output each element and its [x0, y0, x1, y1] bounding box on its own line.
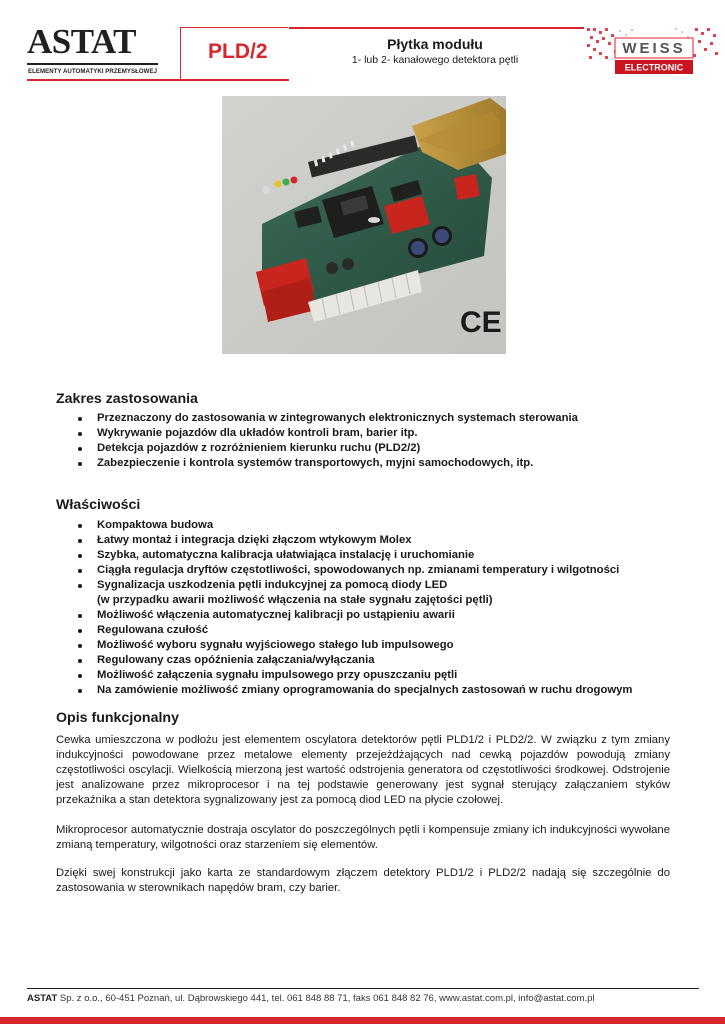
footer-divider: [27, 988, 699, 989]
footer-red-bar: [0, 1017, 725, 1024]
wlasciwosci-list: [75, 518, 632, 698]
product-title: Płytka modułu: [387, 36, 483, 52]
ce-mark: CE: [460, 306, 502, 339]
list-item: Sygnalizacja uszkodzenia pętli indukcyjnej za pomocą diody LED: [75, 578, 632, 593]
header-top-rule: [289, 27, 584, 29]
zakres-list: [75, 411, 578, 471]
list-item: Regulowany czas opóźnienia załączania/wyłączania: [75, 653, 632, 668]
list-item-continuation: (w przypadku awarii możliwość włączenia na stałe sygnału zajętości pętli): [97, 594, 493, 606]
brand-tagline: ELEMENTY AUTOMATYKI PRZEMYSŁOWEJ: [28, 68, 158, 75]
list-item: Ciągła regulacja dryftów częstotliwości, spowodowanych np. zmianami temperatury i wilgotności: [75, 563, 632, 578]
opis-paragraph: Dzięki swej konstrukcji jako karta ze standardowym złączem detektory PLD1/2 i PLD2/2 nadają się szczególnie do zastosowania w sterownikach napędów bram, czy barier.: [56, 867, 670, 894]
footer-details: Sp. z o.o., 60-451 Poznań, ul. Dąbrowskiego 441, tel. 061 848 88 71, faks 061 848 82 76, www.astat.com.pl, info@astat.com.pl: [59, 993, 595, 1004]
opis-paragraph: Mikroprocesor automatycznie dostraja oscylator do poszczególnych pętli i kompensuje zmiany ich indukcyjności wywołane zmianą temperatury, wilgotności oraz starzeniem się elementów.: [56, 824, 670, 851]
footer-company: ASTAT: [27, 993, 58, 1004]
model-title: PLD/2: [208, 40, 268, 63]
partner-brand-text: WEISS: [622, 40, 686, 57]
logo-divider: [27, 63, 158, 65]
section-title-opis: Opis funkcjonalny: [56, 710, 179, 726]
product-photo: [222, 96, 506, 354]
list-item: Przeznaczony do zastosowania w zintegrowanych elektronicznych systemach sterowania: [75, 411, 578, 426]
partner-logo: [585, 26, 720, 78]
list-item: Łatwy montaż i integracja dzięki złączom wtykowym Molex: [75, 533, 632, 548]
header-red-rule: [27, 79, 289, 81]
list-item: Szybka, automatyczna kalibracja ułatwiająca instalację i uruchomianie: [75, 548, 632, 563]
list-item: Regulowana czułość: [75, 623, 632, 638]
list-item: Możliwość włączenia automatycznej kalibracji po ustąpieniu awarii: [75, 608, 632, 623]
list-item: Detekcja pojazdów z rozróżnieniem kierunku ruchu (PLD2/2): [75, 441, 578, 456]
list-item: Możliwość wyboru sygnału wyjściowego stałego lub impulsowego: [75, 638, 632, 653]
brand-logo: ASTAT: [27, 22, 137, 61]
product-subtitle: 1- lub 2- kanałowego detektora pętli: [351, 54, 519, 66]
list-item: Wykrywanie pojazdów dla układów kontroli bram, barier itp.: [75, 426, 578, 441]
list-item: Zabezpieczenie i kontrola systemów transportowych, myjni samochodowych, itp.: [75, 456, 578, 471]
footer-contact: [27, 993, 699, 1004]
list-item: Na zamówienie możliwość zmiany oprogramowania do specjalnych zastosowań w ruchu drogowym: [75, 683, 632, 698]
list-item: Możliwość załączenia sygnału impulsowego przy opuszczaniu pętli: [75, 668, 632, 683]
section-title-wlasciwosci: Właściwości: [56, 497, 141, 513]
section-title-zakres: Zakres zastosowania: [56, 391, 198, 407]
list-item: Kompaktowa budowa: [75, 518, 632, 533]
partner-label-text: ELECTRONIC: [624, 62, 684, 73]
opis-paragraph: Cewka umieszczona w podłożu jest elementem oscylatora detektorów pętli PLD1/2 i PLD2/2. W związku z tym zmiany indukcyjności powodowane przez metalowe elementy przejeżdżających nad cewką pojazdów powodują zmiany częstotliwości oscylacji. Wielkością mierzoną jest wartość odstrojenia generatora od częstotliwości środkowej. Odstrojenie jest analizowane przez mikroprocesor i na tej podstawie generowany jest sygnał sterujący załączaniem styków przekaźnika a stan detektora sygnalizowany jest za pomocą diod LED na płycie czołowej.: [56, 734, 670, 806]
